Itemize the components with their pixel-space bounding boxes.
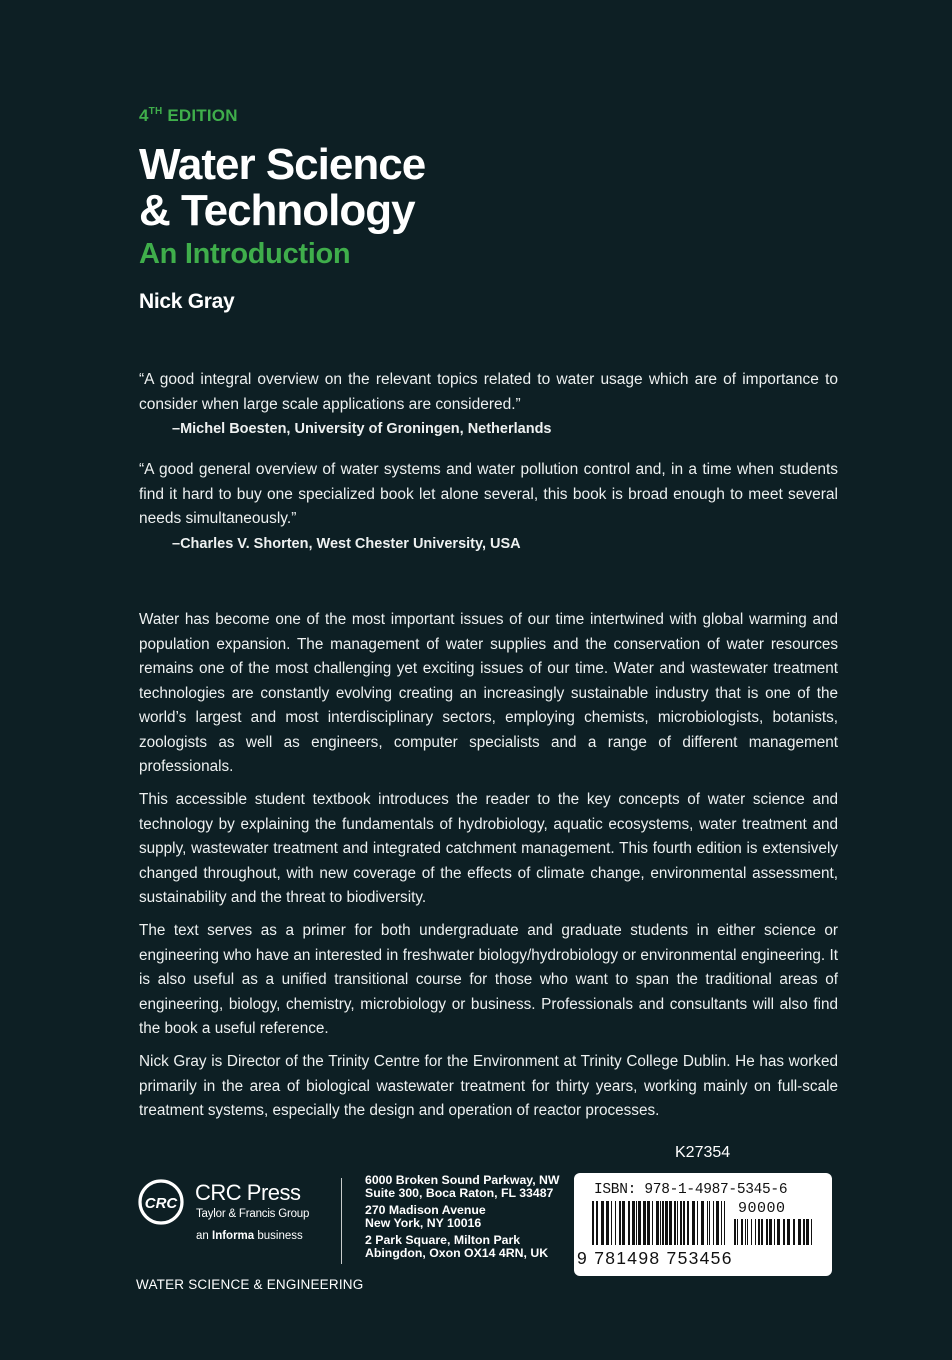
- barcode-bar: [683, 1201, 685, 1245]
- barcode-bar: [665, 1201, 668, 1245]
- barcode-bar: [647, 1201, 650, 1245]
- barcode-bar: [592, 1201, 594, 1245]
- barcode-bar: [793, 1219, 795, 1245]
- barcode-bar: [745, 1219, 746, 1245]
- barcode-bar: [766, 1219, 768, 1245]
- book-title: [139, 142, 425, 234]
- publisher-divider: [341, 1178, 342, 1264]
- barcode-bar: [601, 1201, 604, 1245]
- barcode-bar: [716, 1201, 719, 1245]
- barcode-bar: [751, 1219, 752, 1245]
- barcode-bar: [769, 1219, 772, 1245]
- address-line: Suite 300, Boca Raton, FL 33487: [365, 1186, 554, 1201]
- subject-category: WATER SCIENCE & ENGINEERING: [136, 1277, 364, 1292]
- book-description: [139, 608, 838, 1132]
- barcode-bar: [643, 1201, 646, 1245]
- publisher-group: Taylor & Francis Group: [196, 1208, 310, 1220]
- barcode-bar: [806, 1219, 809, 1245]
- informa-suffix: business: [257, 1230, 303, 1242]
- title-line-1: Water Science: [139, 140, 426, 189]
- barcode-bar: [632, 1201, 635, 1245]
- barcode-bar: [687, 1201, 689, 1245]
- product-code: K27354: [675, 1144, 731, 1161]
- barcode-bar: [662, 1201, 664, 1245]
- barcode-bar: [652, 1201, 653, 1245]
- barcode-bar: [606, 1201, 609, 1245]
- barcode-bar: [636, 1201, 637, 1245]
- address-line: 2 Park Square, Milton Park: [365, 1232, 521, 1247]
- barcode-bar: [783, 1219, 785, 1245]
- publisher-name: CRC Press: [195, 1180, 301, 1205]
- edition-number: 4: [139, 106, 149, 125]
- edition-label: [139, 106, 238, 126]
- barcode-bar: [692, 1201, 695, 1245]
- description-paragraph: Water has become one of the most important issues of our time intertwined with global warming and population expansion. The management of water supplies and the conservation of water resources remains one of the most challenging yet exciting issues of our time. Water and wastewater treatment technologies are constantly evolving creating an increasingly sustainable industry that is one of the world’s largest and most interdisciplinary sectors, employing chemists, microbiologists, botanists, zoologists as well as engineers, computer specialists and a range of different management professionals.: [139, 611, 838, 775]
- barcode-bar: [741, 1219, 743, 1245]
- barcode-bar: [777, 1219, 780, 1245]
- book-subtitle: An Introduction: [139, 238, 351, 270]
- barcode-bar: [761, 1219, 763, 1245]
- barcode-bar: [615, 1201, 616, 1245]
- barcode-bar: [669, 1201, 672, 1245]
- barcode-bar: [611, 1201, 612, 1245]
- book-author: Nick Gray: [139, 290, 235, 313]
- barcode-bar: [803, 1219, 805, 1245]
- logo-text: CRC: [144, 1195, 178, 1212]
- informa-prefix: an: [196, 1230, 209, 1242]
- barcode-bar: [734, 1219, 736, 1245]
- barcode-bar: [656, 1201, 659, 1245]
- review-quote-2: [139, 458, 838, 556]
- edition-suffix: TH: [148, 106, 163, 117]
- quote-text: “A good general overview of water systems and water pollution control and, in a time when students find it hard to buy one specialized book let alone several, this book is broad enough to meet several needs simultaneously.”: [139, 461, 838, 527]
- quote-attribution: –Charles V. Shorten, West Chester University, USA: [172, 535, 521, 552]
- barcode-bar: [758, 1219, 760, 1245]
- price-code: 90000: [738, 1200, 786, 1217]
- barcode-bar: [811, 1219, 812, 1245]
- barcode-bar: [798, 1219, 801, 1245]
- barcode-bar: [709, 1201, 710, 1245]
- barcode-bar: [674, 1201, 676, 1245]
- informa-name: Informa: [212, 1230, 255, 1242]
- address-line: 270 Madison Avenue: [365, 1202, 486, 1217]
- barcode-bar: [701, 1201, 704, 1245]
- barcode-bar: [713, 1201, 714, 1245]
- informa-line: [196, 1230, 303, 1242]
- description-paragraph: The text serves as a primer for both undergraduate and graduate students in either science or engineering who have an interested in freshwater biology/hydrobiology or environmental engineering. It is also useful as a unified transitional course for those who want to span the traditional areas of engineering, biology, chemistry, microbiology or business. Professionals and consultants will also find the book a useful reference.: [139, 922, 838, 1037]
- title-line-2: & Technology: [139, 186, 415, 235]
- barcode-bar: [747, 1219, 748, 1245]
- description-paragraph: Nick Gray is Director of the Trinity Centre for the Environment at Trinity College Dublin. He has worked primarily in the area of biological wastewater treatment for thirty years, working mainly on full-scale treatment systems, especially the design and operation of reactor processes.: [139, 1053, 838, 1119]
- ean-barcode-bars: [592, 1201, 728, 1245]
- isbn-number: ISBN: 978-1-4987-5345-6: [594, 1182, 788, 1198]
- barcode-bar: [721, 1201, 722, 1245]
- addon-barcode-bars: [734, 1219, 812, 1245]
- review-quote-1: [139, 368, 838, 442]
- address-line: 6000 Broken Sound Parkway, NW: [365, 1173, 560, 1187]
- barcode-bar: [707, 1201, 708, 1245]
- barcode-bar: [774, 1219, 775, 1245]
- barcode-bar: [628, 1201, 630, 1245]
- barcode-bar: [724, 1201, 725, 1245]
- description-paragraph: This accessible student textbook introduces the reader to the key concepts of water science and technology by explaining the fundamentals of hydrobiology, aquatic ecosystems, water treatment and supply, wastewater treatment and integrated catchment management. This fourth edition is extensively changed throughout, with new coverage of the effects of climate change, environmental assessment, sustainability and the threat to biodiversity.: [139, 791, 838, 906]
- address-line: New York, NY 10016: [365, 1216, 482, 1231]
- barcode-bar: [697, 1201, 698, 1245]
- barcode-bar: [638, 1201, 641, 1245]
- edition-word: EDITION: [167, 106, 238, 125]
- quote-text: “A good integral overview on the relevant topics related to water usage which are of importance to consider when large scale applications are considered.”: [139, 371, 838, 413]
- barcode-bar: [622, 1201, 625, 1245]
- isbn-barcode: [574, 1173, 832, 1276]
- barcode-bar: [755, 1219, 756, 1245]
- barcode-bar: [737, 1219, 738, 1245]
- barcode-bar: [680, 1201, 682, 1245]
- barcode-bar: [660, 1201, 661, 1245]
- publisher-address: [365, 1174, 560, 1260]
- barcode-bar: [677, 1201, 678, 1245]
- quote-attribution: –Michel Boesten, University of Groningen, Netherlands: [172, 421, 552, 437]
- crc-press-logo-icon: [137, 1178, 185, 1226]
- barcode-bar: [596, 1201, 598, 1245]
- address-line: Abingdon, Oxon OX14 4RN, UK: [365, 1246, 549, 1261]
- barcode-bar: [787, 1219, 790, 1245]
- barcode-bar: [619, 1201, 621, 1245]
- ean-digits: 9 781498 753456: [577, 1248, 733, 1268]
